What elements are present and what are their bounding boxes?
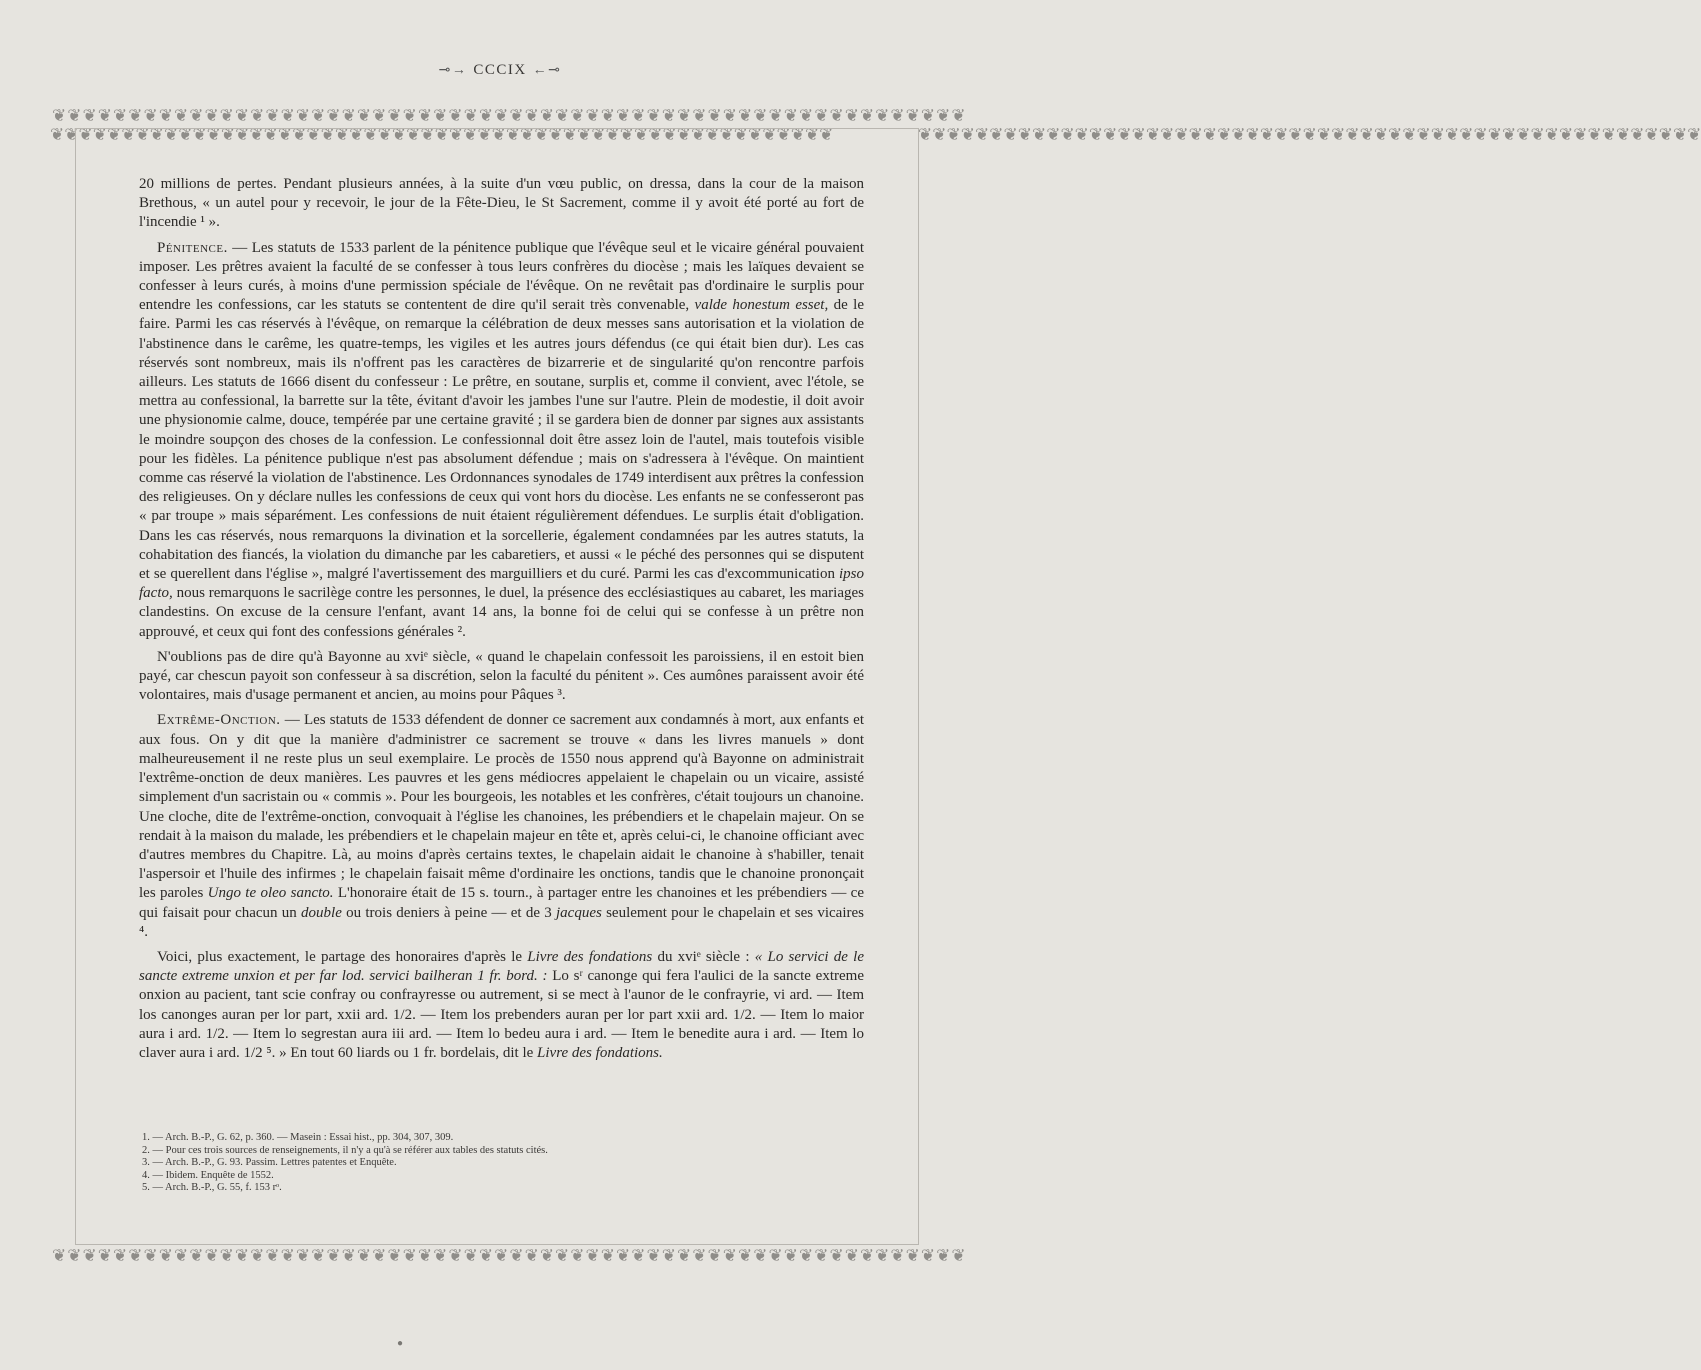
page-header xyxy=(0,62,1000,79)
italic-run: jacques xyxy=(556,904,602,921)
footnote-number: 2. xyxy=(142,1144,150,1156)
text-run: ou trois deniers à peine — et de 3 xyxy=(341,904,556,921)
footnote-text: — Ibidem. Enquête de 1552. xyxy=(149,1169,274,1181)
footnotes xyxy=(142,1132,842,1195)
text-run: Lo sʳ canonge qui fera l'aulici de la sancte extreme onxion au pacient, tant scie confray ou confrayresse ou autrement, si se mect à l'aunor de le confrayrie, vi ard. — Item los canonges auran per lor part, xxii ard. 1/2. — Item los prebenders auran per lor part xxii ard. 1/2. — Item lo maior aura i ard. 1/2. — Item lo segrestan aura iii ard. — Item lo bedeu aura i ard. — Item le benedite aura i ard. — Item lo claver aura i ard. 1/2 ⁵. » En tout 60 liards ou 1 fr. bordelais, dit le xyxy=(139,968,864,1061)
ornament-right: ←⊸ xyxy=(532,63,562,78)
footnote-text: — Arch. B.-P., G. 93. Passim. Lettres patentes et Enquête. xyxy=(149,1157,397,1169)
footnote xyxy=(142,1170,842,1183)
footnote-number: 5. xyxy=(142,1182,150,1194)
footnote xyxy=(142,1157,842,1170)
italic-run: valde honestum esset, xyxy=(694,297,829,314)
text-run: Voici, plus exactement, le partage des honoraires d'après le xyxy=(157,948,528,965)
text-run: seulement pour le chapelain et ses vicaires ⁴. xyxy=(139,904,864,940)
text-run: — Les statuts de 1533 défendent de donner ce sacrement aux condamnés à mort, aux enfants et aux fous. On y dit que la manière d'administrer ce sacrement se trouve « dans les livres manuels » dont malheureusement il ne reste plus un seul exemplaire. Le procès de 1550 nous apprend qu'à Bayonne on administrait l'extrême-onction de deux manières. Les pauvres et les gens médiocres appelaient le chapelain ou un vicaire, assisté simplement d'un sacristain ou « commis ». Pour les bourgeois, les notables et les confrères, c'était toujours un chanoine. Une cloche, dite de l'extrême-onction, convoquait à l'église les chanoines, les prébendiers et le chapelain majeur. On se rendait à la maison du malade, les prébendiers et le chapelain majeur en tête et, après celui-ci, le chanoine officiant avec d'autres membres du Chapitre. Là, au moins d'après certains textes, le chapelain aidait le chanoine à s'habiller, tenait l'aspersoir et l'huile des infirmes ; le chapelain faisait même d'ordinaire les onctions, tandis que le chanoine prononçait les paroles xyxy=(139,712,864,902)
paragraph-extreme-onction xyxy=(139,711,864,941)
text-run: L'honoraire était de 15 s. tourn., à partager entre les chanoines et les prébendiers — ce qui faisait pour chacun un xyxy=(139,885,865,921)
footnote-number: 3. xyxy=(142,1157,150,1169)
main-text xyxy=(139,175,864,1063)
decorative-border-top: ❦❦❦❦❦❦❦❦❦❦❦❦❦❦❦❦❦❦❦❦❦❦❦❦❦❦❦❦❦❦❦❦❦❦❦❦❦❦❦❦❦❦❦❦❦❦❦❦❦❦❦❦❦❦❦❦❦❦❦❦ xyxy=(52,106,967,126)
decorative-border-bottom: ❦❦❦❦❦❦❦❦❦❦❦❦❦❦❦❦❦❦❦❦❦❦❦❦❦❦❦❦❦❦❦❦❦❦❦❦❦❦❦❦❦❦❦❦❦❦❦❦❦❦❦❦❦❦❦❦❦❦❦❦ xyxy=(52,1246,967,1266)
italic-run: Ungo te oleo sancto. xyxy=(207,885,334,902)
paragraph-continuation: 20 millions de pertes. Pendant plusieurs années, à la suite d'un vœu public, on dressa, dans la cour de la maison Brethous, « un autel pour y recevoir, le jour de la Fête-Dieu, le St Sacrement, comme il y avoit été porté au fort de l'incendie ¹ ». xyxy=(139,176,864,231)
paragraph-honoraires xyxy=(139,948,864,1063)
text-run: — Les statuts de 1533 parlent de la pénitence publique que l'évêque seul et le vicaire général pouvaient imposer. Les prêtres avaient la faculté de se confesser à tous leurs confrères du diocèse ; mais les laïques devaient se confesser à leurs curés, à moins d'une permission spéciale de l'évêque. On ne revêtait pas d'ordinaire le surplis pour entendre les confessions, car les statuts se contentent de dire qu'il serait très convenable, xyxy=(139,239,864,314)
footnote-number: 4. xyxy=(142,1169,150,1181)
footnote xyxy=(142,1145,842,1158)
italic-run: ipso facto, xyxy=(139,566,864,602)
footnote xyxy=(142,1182,842,1195)
footnote-text: — Arch. B.-P., G. 62, p. 360. — Masein : Essai hist., pp. 304, 307, 309. xyxy=(149,1132,454,1143)
decorative-border-left: ❦❦❦❦❦❦❦❦❦❦❦❦❦❦❦❦❦❦❦❦❦❦❦❦❦❦❦❦❦❦❦❦❦❦❦❦❦❦❦❦❦❦❦❦❦❦❦❦❦❦❦❦❦❦❦ xyxy=(50,125,834,145)
text-run: de le faire. Parmi les cas réservés à l'évêque, on remarque la célébration de deux messes sans autorisation et la violation de l'abstinence dans le carême, les quatre-temps, les vigiles et les autres jours défendus (ce qui était bien dur). Les cas réservés sont nombreux, mais ils n'offrent pas les caractères de bizarrerie et de singularité qu'on rencontre parfois ailleurs. Les statuts de 1666 disent du confesseur : Le prêtre, en soutane, surplis et, comme il convient, avec l'étole, se mettra au confessional, la barrette sur la tête, évitant d'avoir les jambes l'une sur l'autre. Plein de modestie, il doit avoir une physionomie calme, douce, tempérée par une certaine gravité ; il se gardera bien de donner par signes aux assistants le moindre soupçon des choses de la confession. Le confessionnal doit être assez loin de l'autel, mais toutefois visible pour les fidèles. La pénitence publique n'est pas absolument défendue ; mais on s'adressera à l'évêque. On maintient comme cas réservé la violation de l'abstinence. Les Ordonnances synodales de 1749 interdisent aux prêtres la confession des religieuses. On y déclare nulles les confessions de ceux qui vont hors du diocèse. Les enfants ne se confesseront pas « par troupe » mais séparément. Les confessions de nuit étaient régulièrement défendues. Le surplis était d'obligation. Dans les cas réservés, nous remarquons la divination et la sorcellerie, également condamnées par les autres statuts, la cohabitation des fiancés, la violation du dimanche par les cabaretiers, et aussi « le péché des personnes qui se disputent et se querellent dans l'église », malgré l'avertissement des marguilliers et du curé. Parmi les cas d'excommunication xyxy=(139,297,865,583)
footnote xyxy=(142,1132,842,1145)
footnote-text: — Pour ces trois sources de renseignements, il n'y a qu'à se référer aux tables des statuts cités. xyxy=(149,1144,548,1156)
footnote-number: 1. xyxy=(142,1132,150,1143)
decorative-border-right: ❦❦❦❦❦❦❦❦❦❦❦❦❦❦❦❦❦❦❦❦❦❦❦❦❦❦❦❦❦❦❦❦❦❦❦❦❦❦❦❦❦❦❦❦❦❦❦❦❦❦❦❦❦❦❦ xyxy=(918,125,1701,145)
text-run: nous remarquons le sacrilège contre les personnes, le duel, la présence des ecclésiastiques au cabaret, les mariages clandestins. On excuse de la censure l'enfant, avant 14 ans, la bonne foi de celui qui se confesse à un prêtre non approuvé, et ceux qui font des confessions générales ². xyxy=(139,585,864,640)
ornament-left: ⊸→ xyxy=(438,63,468,78)
paragraph-penitence xyxy=(139,239,864,642)
italic-run: double xyxy=(301,904,342,921)
italic-run: « Lo servici de le sancte extreme unxion et per far lod. servici bailheran 1 fr. bord. : xyxy=(139,948,864,985)
section-heading-penitence: Pénitence. xyxy=(157,239,228,256)
footnote-text: — Arch. B.-P., G. 55, f. 153 rᵒ. xyxy=(149,1182,282,1194)
page-number: CCCIX xyxy=(473,62,527,78)
paragraph-bayonne: N'oublions pas de dire qu'à Bayonne au xviᵉ siècle, « quand le chapelain confessoit les paroissiens, il en estoit bien payé, car chescun payoit son confesseur à sa discrétion, selon la faculté du pénitent ». Ces aumônes paraissent avoir été volontaires, mais d'usage permanent et ancien, au moins pour Pâques ³. xyxy=(139,648,864,704)
section-heading-extreme-onction: Extrême-Onction. xyxy=(157,712,281,729)
italic-run: Livre des fondations xyxy=(527,948,653,965)
printer-mark: ● xyxy=(397,1338,404,1349)
italic-run: Livre des fondations. xyxy=(537,1044,663,1061)
text-run: du xviᵉ siècle : xyxy=(652,948,755,965)
